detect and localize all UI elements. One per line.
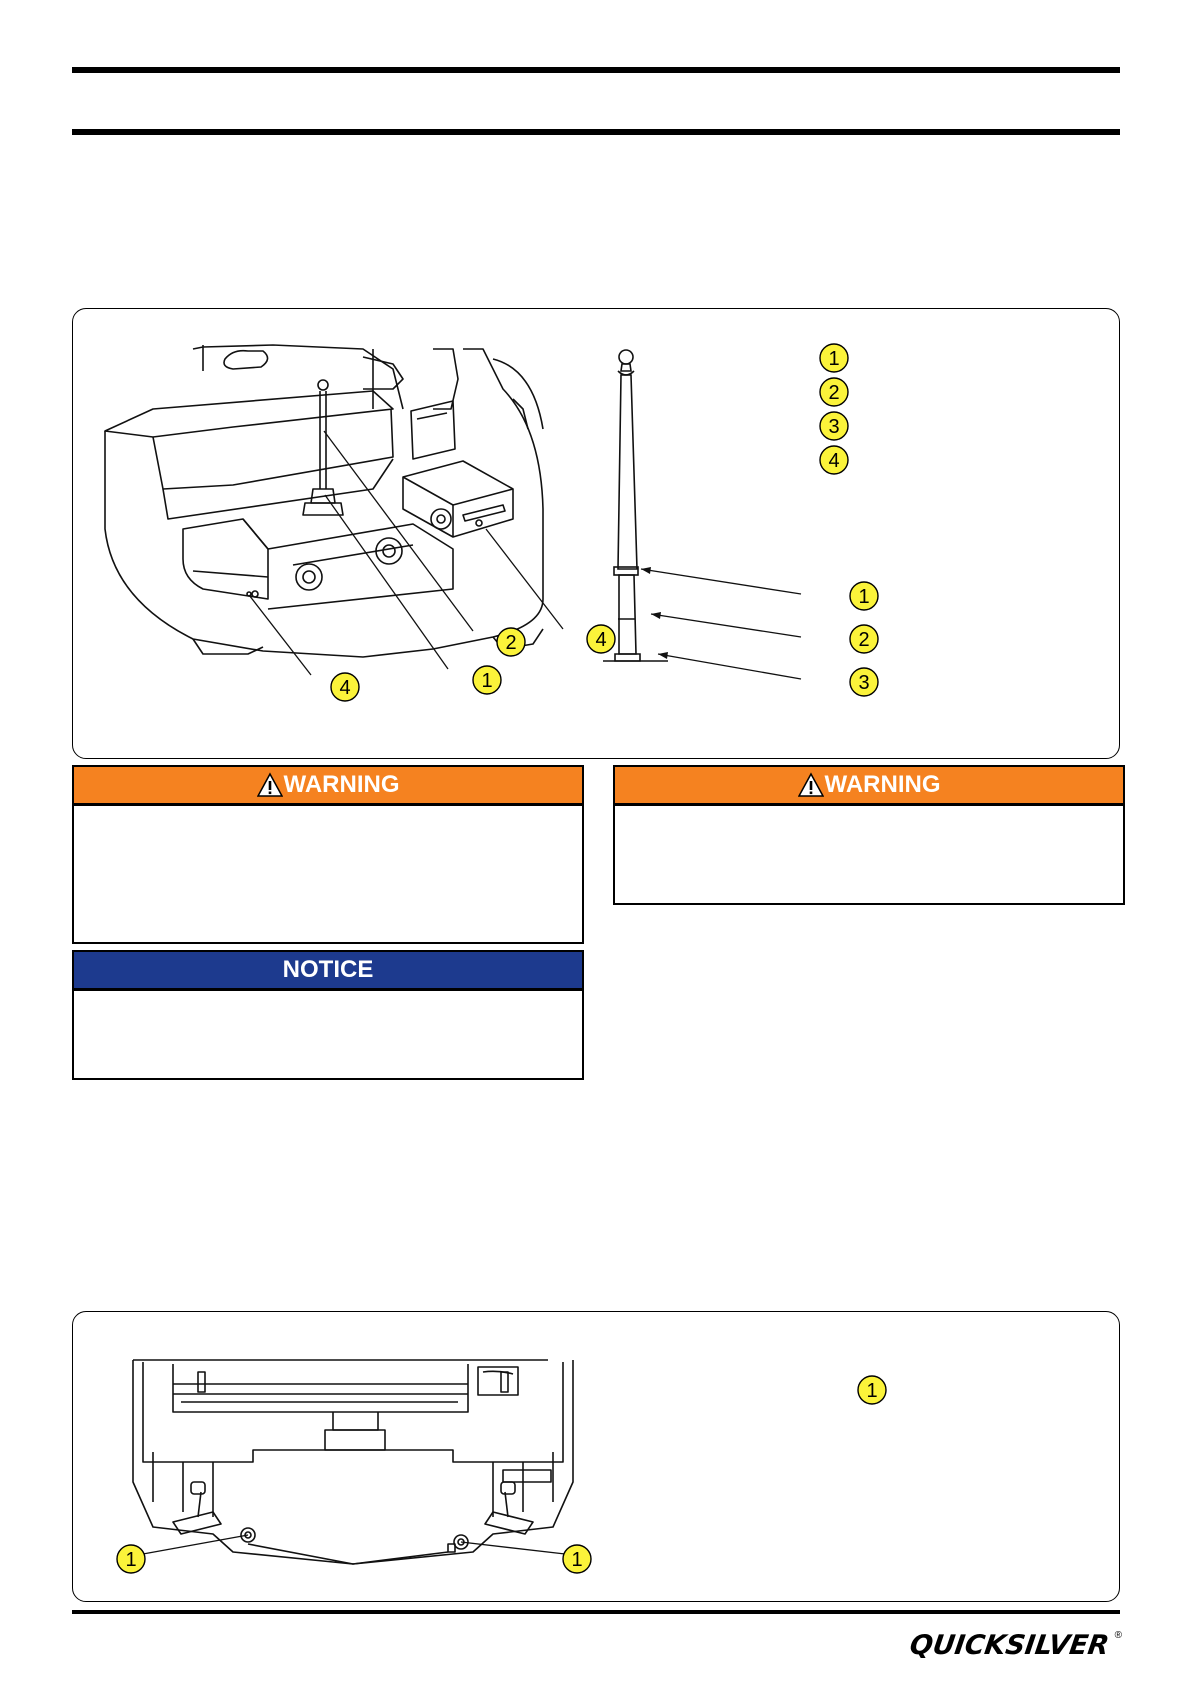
svg-text:4: 4 <box>595 629 607 651</box>
callout-diagram-2 <box>497 628 525 656</box>
brand-wordmark: QUICKSILVER <box>907 1630 1111 1661</box>
svg-text:4: 4 <box>828 450 840 472</box>
pole-finial <box>619 350 633 364</box>
registered-mark: ® <box>1114 1630 1122 1641</box>
warning-box-left <box>72 765 584 944</box>
figure-1-illustration <box>73 309 1119 758</box>
svg-text:1: 1 <box>828 348 840 370</box>
warning-title-right: WARNING <box>824 771 941 798</box>
warning-triangle-icon <box>257 772 283 798</box>
legend-callout-1 <box>820 344 848 372</box>
figure-2-illustration <box>73 1312 1119 1601</box>
svg-text:2: 2 <box>505 632 517 654</box>
svg-text:2: 2 <box>828 382 840 404</box>
svg-text:1: 1 <box>125 1549 137 1571</box>
warning-box-right <box>613 765 1125 905</box>
legend-callout-2 <box>820 378 848 406</box>
warning-header-right <box>615 767 1123 806</box>
quicksilver-logo <box>907 1630 1122 1666</box>
callout-diagram-4-left <box>331 673 359 701</box>
top-rule <box>72 67 1120 73</box>
pole-callout-2 <box>850 625 878 653</box>
warning-triangle-icon <box>798 772 824 798</box>
svg-text:2: 2 <box>858 629 870 651</box>
notice-header <box>74 952 582 991</box>
svg-text:1: 1 <box>481 670 493 692</box>
callout-diagram-1 <box>473 666 501 694</box>
svg-text:4: 4 <box>339 677 351 699</box>
svg-text:1: 1 <box>571 1549 583 1571</box>
figure-2-panel <box>72 1311 1120 1602</box>
notice-title: NOTICE <box>282 956 374 983</box>
footer-rule <box>72 1610 1120 1614</box>
legend-callout-1-fig2 <box>858 1376 886 1404</box>
callout-drain-plug-left <box>117 1545 145 1573</box>
pole-callout-1 <box>850 582 878 610</box>
warning-title-left: WARNING <box>283 771 400 798</box>
figure-1-panel <box>72 308 1120 759</box>
svg-text:1: 1 <box>858 586 870 608</box>
legend-callout-4 <box>820 446 848 474</box>
callout-diagram-4-right <box>587 625 615 653</box>
pole-callout-3 <box>850 668 878 696</box>
section-rule <box>72 129 1120 135</box>
callout-drain-plug-right <box>563 1545 591 1573</box>
svg-text:3: 3 <box>828 416 840 438</box>
svg-text:1: 1 <box>866 1380 878 1402</box>
legend-callout-3 <box>820 412 848 440</box>
svg-text:3: 3 <box>858 672 870 694</box>
warning-header-left <box>74 767 582 806</box>
notice-box <box>72 950 584 1080</box>
